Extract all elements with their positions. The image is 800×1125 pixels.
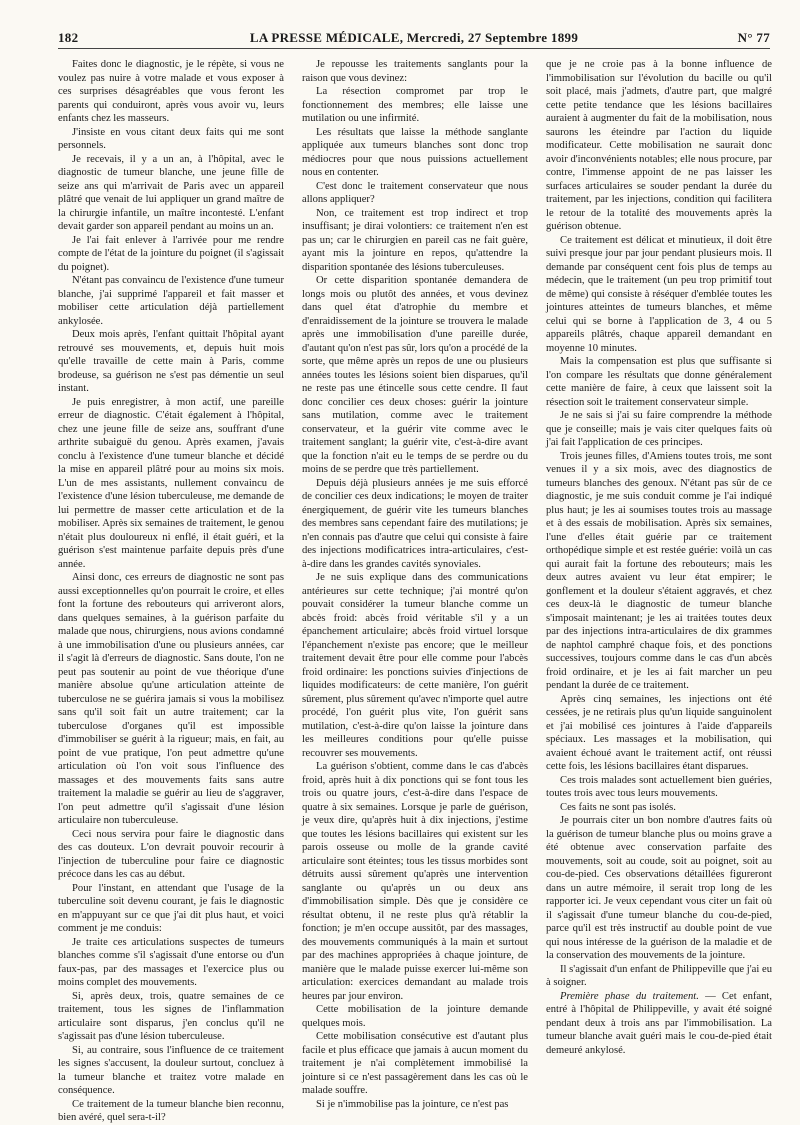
- section-heading: Première phase du traitement.: [560, 990, 699, 1002]
- paragraph: Après cinq semaines, les injections ont été cessées, je ne retirais plus qu'un liquide sanguinolent et j'ai mobilisé ces jointures à l'aide d'appareils spéciaux. Les massages et la mobilisation, qui avaient échoué avant le traitement actif, ont réussi cette fois, les lésions bacillaires étant disparues.: [546, 693, 772, 772]
- page-number: 182: [58, 30, 79, 45]
- paragraph: Je recevais, il y a un an, à l'hôpital, avec le diagnostic de tumeur blanche, une jeune fille de seize ans qui m'arrivait de Paris avec un appareil plâtré que venait de lui appliquer un grand maître de la chirurgie infantile, un maître incontesté. L'enfant devait garder son appareil pendant au moins un an.: [58, 153, 284, 232]
- paragraph: Je puis enregistrer, à mon actif, une pareille erreur de diagnostic. C'était également à l'hôpital, chez une jeune fille de seize ans, souffrant d'une arthrite subaiguë du genou. Après examen, j'avais conclu à l'existence d'une tumeur blanche et décidé la mise en appareil plâtré pour au moins six mois. L'un de mes assistants, nullement convaincu de l'existence d'une lésion tuberculeuse, me demande de lui permettre de masser cette articulation et de la mobiliser. Après six semaines de traitement, le genou n'était plus douloureux ni enflé, il était guéri, et la guérison s'est maintenue parfaite depuis près d'une année.: [58, 396, 284, 570]
- journal-title: LA PRESSE MÉDICALE,: [249, 30, 404, 45]
- paragraph: Je traite ces articulations suspectes de tumeurs blanches comme s'il s'agissait d'une entorse ou d'un faux-pas, par des massages et l'exercice plus ou moins complet des mouvements.: [58, 936, 284, 988]
- paragraph: Je repousse les traitements sanglants pour la raison que vous devinez:: [302, 59, 528, 84]
- paragraph: Ce traitement est délicat et minutieux, il doit être suivi presque jour par jour pendant plusieurs mois. Il demande par conséquent cent fois plus de temps au médecin, que le traitement (un peu trop primitif tout de même) qui consiste à réséquer d'emblée toutes les jointures atteintes de tumeurs blanches, et même celui qui se borne à l'application de 3, 4 ou 5 appareils plâtrés, chaque appareil demandant en moyenne 10 minutes.: [546, 234, 772, 354]
- paragraph: Depuis déjà plusieurs années je me suis efforcé de concilier ces deux indications; le moyen de traiter énergiquement, de guérir vite les tumeurs blanches des membres sans cependant faire des mutilations; je n'en connais pas d'autre que celui qui consiste à faire des injections modificatrices intra-articulaires, c'est-à-dire dans les grandes cavités synoviales.: [302, 477, 528, 570]
- paragraph: Faites donc le diagnostic, je le répète, si vous ne voulez pas nuire à votre malade et vous exposer à ces surprises désagréables que vous feront les parents qui conduiront, après vous avoir vu, leurs enfants chez les masseurs.: [58, 59, 284, 124]
- journal-title-line: [58, 30, 770, 46]
- paragraph: Cette mobilisation de la jointure demande quelques mois.: [302, 1004, 528, 1029]
- paragraph: Ces faits ne sont pas isolés.: [560, 801, 676, 813]
- paragraph: Or cette disparition spontanée demandera de longs mois ou plutôt des années, et vous devinez dans quel état d'atrophie du membre et d'enraidissement de la jointure se trouvera le malade après une immobilisation d'une pareille durée, d'autant qu'on n'est pas sûr, lors qu'on a procédé de la sorte, que même après un repos de une ou plusieurs années toutes les lésions soient bien disparues, qu'il ne reste pas une étincelle sous cette cendre. Il faut donc concilier ces deux choses: guérir la jointure sans mutilation, comme avec le traitement conservateur, et la guérir vite comme avec le traitement sanglant; la guérir vite, c'est-à-dire avant que la fonction n'ait eu le temps de se perdre ou du moins de se perdre que très partiellement.: [302, 275, 528, 475]
- paragraph: Ainsi donc, ces erreurs de diagnostic ne sont pas aussi exceptionnelles qu'on pourrait le croire, et elles font la fortune des rebouteurs qui arriveront alors, dans quelques semaines, à la guérison parfaite du malade que nous, chirurgiens, nous avions condamné à une immobilisation d'une ou plusieurs années, car il s'agit là d'erreurs de diagnostic. Sans doute, l'on ne peut pas soutenir au point de vue théorique d'une manière absolue qu'une articulation atteinte de tuberculose ne se guérira jamais si vous la mobilisez sans qu'il soit fait un autre traitement; car la tuberculose d'organes qu'il est impossible d'immobiliser se guérit à la rigueur; mais, en fait, au point de vue pratique, l'on peut admettre qu'une articulation où l'on voit sous l'influence des massages et des mouvements faits sans autre traitement la maladie se guérir au lieu de s'aggraver, l'on peut admettre qu'il s'agissait d'une lésion articulaire non tuberculeuse.: [58, 572, 284, 826]
- paragraph: Je ne suis explique dans des communications antérieures sur cette technique; j'ai montré qu'on pouvait considérer la tumeur blanche comme un abcès froid: abcès froid véritable s'il y a un épanchement articulaire; abcès froid virtuel lorsque l'épanchement n'existe pas encore; que le meilleur traitement devait être pour elle comme pour l'abcès froid ordinaire: les ponctions suivies d'injections de liquides modificateurs: de cette manière, l'on guérit sûrement, plus sûrement qu'avec n'importe quel autre procédé, l'on guérit plus vite, l'on guérit sans mutilation, c'est-à-dire qu'on laisse la jointure dans les meilleures conditions pour qu'elle puisse recouvrer ses mouvements.: [302, 572, 528, 759]
- paragraph: Les résultats que laisse la méthode sanglante appliquée aux tumeurs blanches sont donc trop médiocres pour que nous puissions actuellement nous en contenter.: [302, 126, 528, 178]
- paragraph: Trois jeunes filles, d'Amiens toutes trois, me sont venues il y a six mois, avec des diagnostics de tumeurs blanches des genoux. N'étant pas sûr de ce diagnostic, je me suis conduit comme je l'ai indiqué plus haut; je les ai soumises toutes trois au massage et à des essais de mobilisation. Après six semaines, l'une d'elles était guérie par ce traitement orthopédique simple et est restée guérie: voilà un cas qui aurait fait la fortune des rebouteurs; mais les deux autres avaient vu leur état empirer; le gonflement et la douleur s'étaient aggravés, et chez ces deux-là le diagnostic de tumeur blanche s'imposait maintenant; je les ai traitées toutes deux par des injections intra-articulaires de dix grammes de naphtol camphré chaque fois, et des ponctions successives, toujours comme dans le cas d'un abcès froid ordinaire, et je les ai fait marcher un peu pendant la durée de ce traitement.: [546, 450, 772, 691]
- issue-date: Mercredi, 27 Septembre 1899: [406, 30, 579, 45]
- paragraph: Deux mois après, l'enfant quittait l'hôpital ayant retrouvé ses mouvements, et, depuis huit mois qu'elle travaille de cette main à Paris, comme brodeuse, sa guérison ne s'est pas démentie un seul instant.: [58, 329, 284, 394]
- paragraph: Il s'agissait d'un enfant de Philippeville que j'ai eu à soigner.: [546, 963, 772, 988]
- paragraph: C'est donc le traitement conservateur que nous allons appliquer?: [302, 180, 528, 205]
- paragraph: N'étant pas convaincu de l'existence d'une tumeur blanche, j'ai supprimé l'appareil et fait masser et mobiliser cette articulation déjà partiellement ankylosée.: [58, 275, 284, 327]
- header-rule: [58, 48, 770, 49]
- paragraph: Je ne sais si j'ai su faire comprendre la méthode que je conseille; mais je vais citer quelques faits où j'ai fait l'application de ces principes.: [546, 410, 772, 448]
- paragraph: Non, ce traitement est trop indirect et trop insuffisant; je dirai volontiers: ce traitement n'en est pas un; car le chirurgien en pareil cas ne fait guère, ayant mis la jointure en repos, qu'attendre la disparition spontanée des lésions tuberculeuses.: [302, 207, 528, 273]
- paragraph: Ceci nous servira pour faire le diagnostic dans des cas douteux. L'on devrait pouvoir recourir à l'injection de tuberculine pour faire ce diagnostic précoce dans les cas au début.: [58, 828, 284, 880]
- paragraph: que je ne croie pas à la bonne influence de l'immobilisation sur l'évolution du bacille ou qu'il soit placé, mais j'admets, d'autre part, que malgré cette petite tendance que les lésions bacillaires auraient à augmenter du fait de la mobilisation, nous saurons les éteindre par l'action du liquide modificateur. Cette mobilisation ne saurait donc avoir d'inconvénients notables; elle nous procure, par contre, l'immense appoint de ne pas laisser les surfaces articulaires se souder pendant la durée du traitement, par les injections, condition qui facilitera le retour de la totalité des mouvements après la guérison obtenue.: [546, 59, 772, 232]
- paragraph: Cette mobilisation consécutive est d'autant plus facile et plus efficace que jamais à aucun moment du traitement je n'ai complètement immobilisé la jointure si ce n'est passagèrement dans les cas où le malade souffre.: [302, 1031, 528, 1096]
- paragraph: Pour l'instant, en attendant que l'usage de la tuberculine soit devenu courant, je fais le diagnostic en m'appuyant sur ce que j'ai dit plus haut, et voici comment je me conduis:: [58, 882, 284, 934]
- paragraph: Si je n'immobilise pas la jointure, ce n'est pas: [316, 1098, 509, 1110]
- paragraph: Si, après deux, trois, quatre semaines de ce traitement, tous les signes de l'inflammation articulaire sont disparus, j'en conclus qu'il ne s'agissait pas d'une lésion tuberculeuse.: [58, 990, 284, 1042]
- page-header: [58, 22, 770, 44]
- paragraph: Si, au contraire, sous l'influence de ce traitement les signes s'accusent, la douleur surtout, concluez à la tumeur blanche et traitez votre malade en conséquence.: [58, 1044, 284, 1096]
- paragraph: Ces trois malades sont actuellement bien guéries, toutes trois avec tous leurs mouvements.: [546, 774, 772, 799]
- paragraph: Je pourrais citer un bon nombre d'autres faits où la guérison de tumeur blanche plus ou moins grave a été obtenue avec conservation parfaite des mouvements, soit au coude, soit au poignet, soit au cou-de-pied. Ces observations détaillées figureront dans un autre mémoire, il serait trop long de les rapporter ici. Je veux cependant vous citer un fait où il s'agissait d'une tumeur blanche du cou-de-pied, parce qu'il est très instructif au double point de vue qui nous intéresse de la guérison de la maladie et de la conservation des mouvements de la jointure.: [546, 815, 772, 961]
- paragraph: La guérison s'obtient, comme dans le cas d'abcès froid, après huit à dix ponctions qui se font tous les trois ou quatre jours, c'est-à-dire dans l'espace de quatre à six semaines. Lorsque je parle de guérison, je veux dire, qu'après huit à dix injections, j'estime que toutes les lésions bacillaires qui existent sur les parois osseuse ou molle de la grande cavité articulaire sont éteintes; tous les tissus morbides sont détruits aussi sûrement qu'après une intervention sanglante ou qu'après un ou deux ans d'immobilisation simple. Dès que je considère ce résultat obtenu, il ne reste plus qu'à rétablir la fonction; je m'en occupe aussitôt, par des massages, des mouvements communiqués à la main et surtout par des machines appropriées à chaque jointure, de manière que le malade puisse exercer lui-même son articulation: exercices demandant au malade trois heures par jour environ.: [302, 761, 528, 1002]
- paragraph: J'insiste en vous citant deux faits qui me sont personnels.: [58, 126, 284, 151]
- paragraph: Je l'ai fait enlever à l'arrivée pour me rendre compte de l'état de la jointure du poignet (il s'agissait du poignet).: [58, 234, 284, 273]
- column-2: [302, 58, 528, 1110]
- paragraph: [546, 990, 772, 1058]
- paragraph: La résection compromet par trop le fonctionnement des membres; elle laisse une mutilation ou une infirmité.: [302, 86, 528, 124]
- column-3: [546, 58, 772, 1098]
- paragraph: Mais la compensation est plus que suffisante si l'on compare les résultats que donne généralement cette manière de faire, à ceux que laissent soit la résection soit le traitement conservateur simple.: [546, 356, 772, 408]
- paragraph-text: — Cet enfant, entré à l'hôpital de Philippeville, y avait été soigné pendant deux à trois ans par l'immobilisation. La tumeur blanche avait guéri mais le cou-de-pied était demeuré ankylosé.: [546, 990, 773, 1056]
- column-1: [58, 58, 284, 1123]
- paragraph: Ce traitement de la tumeur blanche bien reconnu, bien avéré, quel sera-t-il?: [58, 1098, 284, 1123]
- issue-number: N° 77: [737, 30, 770, 45]
